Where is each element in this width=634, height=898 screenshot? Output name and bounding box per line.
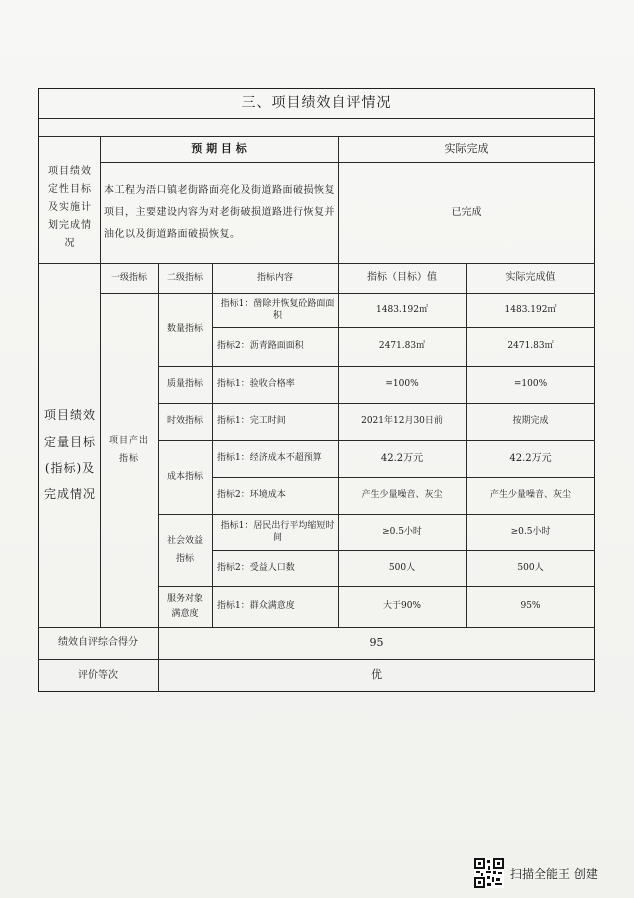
actual-completion-header: 实际完成 [444, 141, 489, 155]
row-target: 2021年12月30日前 [361, 416, 443, 427]
row-content: 指标1：群众满意度 [217, 601, 295, 612]
row-actual: ≥0.5小时 [510, 526, 551, 537]
row-target: 产生少量噪音、灰尘 [361, 490, 443, 501]
row-actual: =100% [513, 379, 548, 390]
level1-indicator: 项目产出指标 [108, 436, 149, 464]
qualitative-section-label: 项目绩效定性目标及实施计划完成情况 [48, 166, 92, 249]
actual-completion-text: 已完成 [451, 206, 482, 218]
row-content: 指标1：完工时间 [217, 416, 286, 427]
group-satisfaction: 服务对象满意度 [166, 594, 203, 619]
brand-text: 扫描全能王 创建 [510, 866, 598, 881]
rule [38, 118, 595, 119]
group-cost: 成本指标 [166, 471, 203, 482]
row-actual: 产生少量噪音、灰尘 [489, 490, 571, 501]
row-content: 指标2：沥青路面面积 [217, 341, 304, 352]
rule [100, 136, 101, 627]
row-target: 42.2万元 [380, 452, 424, 464]
grade-value: 优 [371, 668, 382, 682]
page-title: 三、项目绩效自评情况 [241, 94, 392, 111]
row-target: 500人 [388, 562, 416, 573]
group-quality: 质量指标 [166, 379, 203, 390]
quantitative-section-label: 项目绩效定量目标(指标)及完成情况 [44, 408, 97, 502]
header-content: 指标内容 [256, 272, 293, 283]
grade-label: 评价等次 [78, 669, 118, 681]
row-actual: 95% [520, 601, 541, 612]
row-content: 指标1：居民出行平均缩短时间 [220, 520, 335, 543]
qr-code-icon [474, 858, 504, 888]
header-level1: 一级指标 [110, 272, 147, 283]
score-value: 95 [369, 635, 384, 649]
row-actual: 按期完成 [512, 416, 549, 427]
row-content: 指标2：受益人口数 [217, 562, 295, 573]
group-timeliness: 时效指标 [166, 416, 203, 427]
expected-goal-header: 预 期 目 标 [191, 141, 247, 155]
row-actual: 500人 [517, 562, 544, 573]
header-target-value: 指标（目标）值 [367, 272, 437, 284]
group-social: 社会效益指标 [166, 536, 203, 564]
scanner-brand [474, 858, 624, 888]
row-content: 指标1：凿除并恢复砼路面面积 [220, 298, 335, 321]
row-target: 2471.83㎡ [378, 341, 426, 352]
group-quantity: 数量指标 [166, 324, 203, 335]
row-actual: 1483.192㎡ [504, 304, 557, 315]
row-target: 大于90% [382, 601, 421, 612]
row-target: =100% [385, 379, 419, 390]
row-target: ≥0.5小时 [382, 526, 422, 537]
row-content: 指标2：环境成本 [217, 490, 286, 501]
score-label: 绩效自评综合得分 [58, 637, 138, 649]
row-content: 指标1：验收合格率 [217, 379, 295, 390]
row-actual: 42.2万元 [509, 452, 552, 464]
row-content: 指标1：经济成本不超预算 [217, 453, 322, 464]
row-target: 1483.192㎡ [376, 304, 428, 315]
expected-goal-text: 本工程为浯口镇老街路面亮化及街道路面破损恢复项目，主要建设内容为对老街破损道路进行恢复并油化以及街道路面破损恢复。 [104, 185, 335, 240]
header-actual-value: 实际完成值 [505, 272, 556, 284]
row-actual: 2471.83㎡ [507, 341, 554, 352]
header-level2: 二级指标 [166, 272, 203, 283]
rule [212, 263, 213, 627]
